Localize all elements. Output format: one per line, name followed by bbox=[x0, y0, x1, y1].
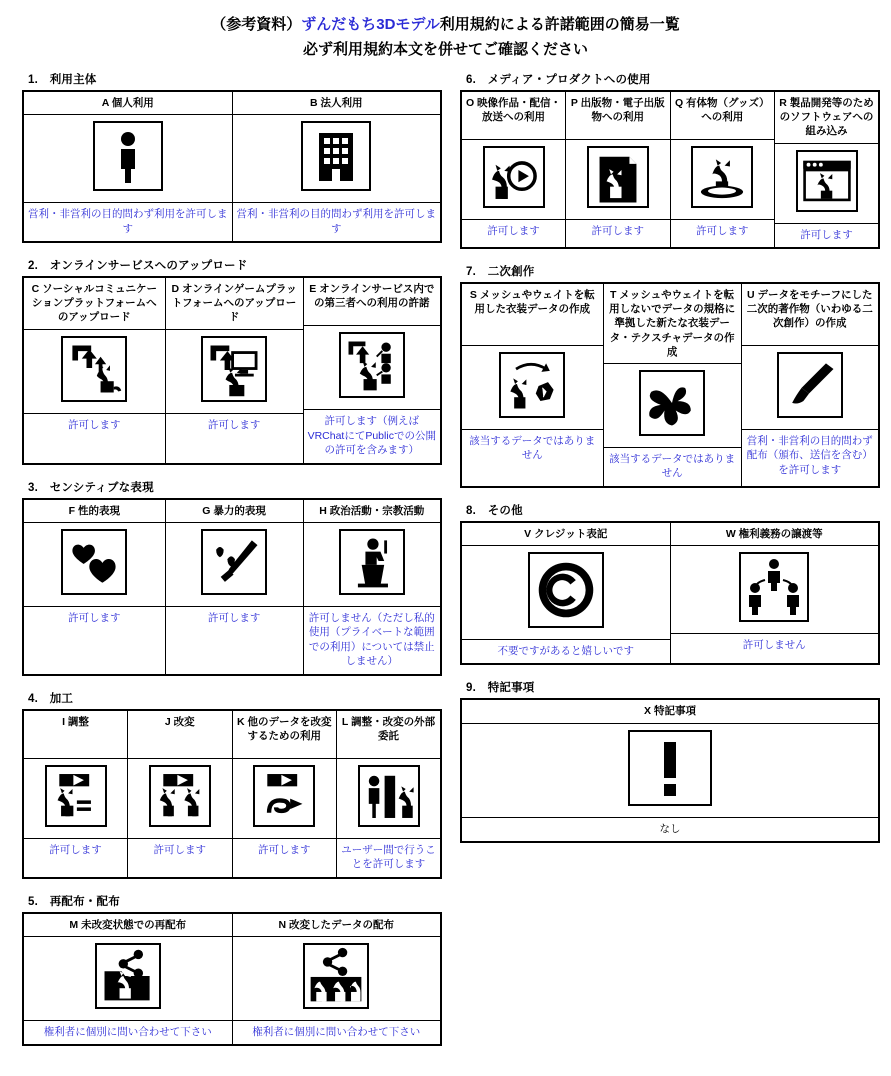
section-3 bbox=[22, 479, 442, 676]
cell-s-icon-wrap bbox=[462, 346, 603, 430]
cell-r-head: R 製品開発等のためのソフトウェアへの組み込み bbox=[775, 92, 878, 144]
cell-v bbox=[461, 522, 670, 665]
header-line-1 bbox=[20, 14, 871, 37]
section-4-title: 4. 加工 bbox=[28, 692, 74, 705]
cell-u-head: U データをモチーフにした二次的著作物（いわゆる二次創作）の作成 bbox=[742, 284, 878, 346]
cell-t-head: T メッシュやウェイトを転用しないでデータの規格に準拠した新たな衣装データ・テクスチャデータの作成 bbox=[604, 284, 741, 364]
cell-k-note: 許可します bbox=[258, 843, 311, 856]
cell-q bbox=[670, 91, 775, 248]
section-6-table bbox=[460, 90, 880, 249]
cell-m-icon-wrap bbox=[24, 937, 232, 1021]
knife-icon bbox=[201, 529, 267, 595]
outsource-cat-icon bbox=[358, 765, 420, 827]
header-model-name: ずんだもち3Dモデル bbox=[301, 16, 440, 33]
table-row bbox=[23, 710, 441, 878]
cell-j-head: J 改変 bbox=[128, 711, 232, 759]
building-icon bbox=[301, 121, 371, 191]
cell-f-head: F 性的表現 bbox=[24, 500, 165, 523]
cell-n-head: N 改変したデータの配布 bbox=[233, 914, 441, 937]
cell-p bbox=[566, 91, 671, 248]
cell-u-note: 営利・非営利の目的問わず配布（頒布、送信を含む）を許可します bbox=[746, 435, 873, 476]
cell-r-note: 許可します bbox=[800, 228, 853, 241]
cell-h bbox=[303, 499, 441, 675]
section-7-title: 7. 二次創作 bbox=[466, 266, 535, 278]
copyright-icon bbox=[528, 552, 604, 628]
section-1-table bbox=[22, 90, 442, 243]
cell-h-icon-wrap bbox=[304, 523, 440, 607]
cell-t-note: 該当するデータではありません bbox=[609, 452, 736, 480]
cell-h-head: H 政治活動・宗教活動 bbox=[304, 500, 440, 523]
cell-a-head: A 個人利用 bbox=[24, 92, 232, 115]
section-9-table bbox=[460, 698, 880, 843]
cell-g bbox=[165, 499, 303, 675]
page-header bbox=[0, 0, 891, 67]
cell-e-head: E オンラインサービス内での第三者への利用の許諾 bbox=[304, 278, 440, 326]
mesh-reuse-cat-icon bbox=[499, 352, 565, 418]
adjust-cat-icon bbox=[45, 765, 107, 827]
other-data-modify-icon bbox=[253, 765, 315, 827]
cell-k bbox=[232, 710, 337, 878]
cell-n-note: 権利者に個別に問い合わせて下さい bbox=[252, 1025, 421, 1038]
cell-a bbox=[23, 91, 232, 242]
section-6-title: 6. メディア・プロダクトへの使用 bbox=[466, 74, 651, 86]
section-1 bbox=[22, 71, 442, 243]
table-row bbox=[461, 522, 879, 665]
cell-r-icon-wrap bbox=[775, 144, 878, 224]
section-6 bbox=[460, 71, 880, 249]
cell-s bbox=[461, 283, 603, 487]
cell-k-head: K 他のデータを改変するための利用 bbox=[233, 711, 337, 759]
cell-e bbox=[303, 277, 441, 463]
paintbrush-icon bbox=[777, 352, 843, 418]
exclamation-icon bbox=[628, 730, 712, 806]
cell-m bbox=[23, 913, 232, 1046]
cell-i-head: I 調整 bbox=[24, 711, 127, 759]
section-5-title: 5. 再配布・配布 bbox=[28, 895, 120, 908]
table-row bbox=[461, 283, 879, 487]
cell-o-note: 許可します bbox=[487, 225, 540, 237]
header-prefix: （参考資料） bbox=[211, 16, 302, 33]
cell-w-icon-wrap bbox=[671, 546, 879, 634]
cell-q-note: 許可します bbox=[696, 225, 749, 237]
section-2 bbox=[22, 257, 442, 464]
cell-b-icon-wrap bbox=[233, 115, 441, 203]
section-5 bbox=[22, 893, 442, 1047]
right-column bbox=[460, 71, 880, 857]
cell-q-head: Q 有体物（グッズ）への利用 bbox=[671, 92, 775, 140]
cell-d-note: 許可します bbox=[207, 418, 261, 431]
redistribute-folder-cat-icon bbox=[95, 943, 161, 1009]
header-line-2: 必ず利用規約本文を併せてご確認ください bbox=[302, 40, 588, 58]
cell-l bbox=[337, 710, 442, 878]
cell-r bbox=[775, 91, 880, 248]
cell-p-icon-wrap bbox=[566, 140, 670, 220]
cell-q-icon-wrap bbox=[671, 140, 775, 220]
modify-cat-icon bbox=[149, 765, 211, 827]
table-row bbox=[23, 913, 441, 1046]
section-8 bbox=[460, 502, 880, 666]
video-play-cat-icon bbox=[483, 146, 545, 208]
goods-cat-icon bbox=[691, 146, 753, 208]
cell-e-icon-wrap bbox=[304, 326, 440, 410]
cell-o-icon-wrap bbox=[462, 140, 565, 220]
section-5-table bbox=[22, 912, 442, 1047]
content-columns bbox=[0, 67, 891, 1076]
cell-g-head: G 暴力的表現 bbox=[166, 500, 303, 523]
cell-c-head: C ソーシャルコミュニケーションプラットフォームへのアップロード bbox=[24, 278, 165, 330]
book-cat-icon bbox=[587, 146, 649, 208]
new-costume-texture-icon bbox=[639, 370, 705, 436]
cell-w-head: W 権利義務の譲渡等 bbox=[671, 523, 879, 546]
cell-w bbox=[670, 522, 879, 665]
cell-d-head: D オンラインゲームプラットフォームへのアップロード bbox=[166, 278, 303, 330]
cell-t-icon-wrap bbox=[604, 364, 741, 448]
person-icon bbox=[93, 121, 163, 191]
cell-x-head: X 特記事項 bbox=[462, 700, 878, 723]
section-2-table bbox=[22, 276, 442, 464]
cell-w-note: 許可しません bbox=[742, 639, 806, 651]
section-3-table bbox=[22, 498, 442, 676]
cell-d bbox=[165, 277, 303, 463]
section-7 bbox=[460, 263, 880, 488]
cell-f-icon-wrap bbox=[24, 523, 165, 607]
table-row bbox=[461, 699, 879, 842]
cell-a-icon-wrap bbox=[24, 115, 232, 203]
cell-o bbox=[461, 91, 566, 248]
cell-d-icon-wrap bbox=[166, 330, 303, 414]
left-column bbox=[22, 71, 442, 1060]
hearts-icon bbox=[61, 529, 127, 595]
cell-v-note: 不要ですがあると嬉しいです bbox=[497, 645, 634, 657]
cell-p-note: 許可します bbox=[591, 225, 644, 237]
cell-n bbox=[232, 913, 441, 1046]
table-row bbox=[23, 277, 441, 463]
transfer-people-icon bbox=[739, 552, 809, 622]
section-9-title: 9. 特記事項 bbox=[466, 682, 535, 695]
cell-v-head: V クレジット表記 bbox=[462, 523, 670, 546]
cell-s-note: 該当するデータではありません bbox=[469, 435, 596, 462]
header-suffix: 利用規約による許諾範囲の簡易一覧 bbox=[439, 16, 680, 33]
cell-j-note: 許可します bbox=[153, 843, 206, 856]
cell-i-icon-wrap bbox=[24, 759, 127, 839]
cell-b bbox=[232, 91, 441, 242]
section-8-title: 8. その他 bbox=[466, 504, 523, 517]
cell-j-icon-wrap bbox=[128, 759, 232, 839]
cell-i bbox=[23, 710, 128, 878]
table-row bbox=[23, 499, 441, 675]
cell-f-note: 許可します bbox=[68, 611, 121, 624]
cell-g-icon-wrap bbox=[166, 523, 303, 607]
cell-b-note: 営利・非営利の目的問わず利用を許可します bbox=[236, 208, 436, 235]
cell-n-icon-wrap bbox=[233, 937, 441, 1021]
cell-v-icon-wrap bbox=[462, 546, 670, 640]
section-9 bbox=[460, 679, 880, 843]
cell-m-head: M 未改変状態での再配布 bbox=[24, 914, 232, 937]
cell-o-head: O 映像作品・配信・放送への利用 bbox=[462, 92, 565, 140]
cell-p-head: P 出版物・電子出版物への利用 bbox=[566, 92, 670, 140]
section-4-table bbox=[22, 709, 442, 879]
cell-l-note: ユーザー間で行うことを許可します bbox=[341, 843, 436, 871]
cell-u-icon-wrap bbox=[742, 346, 878, 430]
cell-c bbox=[23, 277, 165, 463]
section-7-table bbox=[460, 282, 880, 488]
section-2-title: 2. オンラインサービスへのアップロード bbox=[28, 260, 248, 273]
table-row bbox=[461, 91, 879, 248]
distribute-modified-cat-icon bbox=[303, 943, 369, 1009]
section-8-table bbox=[460, 521, 880, 666]
section-4 bbox=[22, 690, 442, 879]
cell-l-head: L 調整・改変の外部委託 bbox=[337, 711, 440, 759]
cell-m-note: 権利者に個別に問い合わせて下さい bbox=[43, 1025, 212, 1038]
cell-a-note: 営利・非営利の目的問わず利用を許可します bbox=[28, 208, 228, 235]
cell-t bbox=[603, 283, 741, 487]
cell-u bbox=[741, 283, 879, 487]
cell-h-note: 許可しません（ただし私的使用（プライベートな範囲での利用）については禁止しません） bbox=[308, 611, 435, 668]
cell-c-icon-wrap bbox=[24, 330, 165, 414]
cell-i-note: 許可します bbox=[49, 843, 102, 856]
cell-k-icon-wrap bbox=[233, 759, 337, 839]
section-1-title: 1. 利用主体 bbox=[28, 74, 97, 86]
cell-x bbox=[461, 699, 879, 842]
cell-b-head: B 法人利用 bbox=[233, 92, 441, 115]
cell-c-note: 許可します bbox=[68, 418, 121, 431]
software-window-cat-icon bbox=[796, 150, 858, 212]
podium-speaker-icon bbox=[339, 529, 405, 595]
share-people-cat-icon bbox=[339, 332, 405, 398]
cell-l-icon-wrap bbox=[337, 759, 440, 839]
table-row bbox=[23, 91, 441, 242]
cell-s-head: S メッシュやウェイトを転用した衣装データの作成 bbox=[462, 284, 603, 346]
cell-j bbox=[128, 710, 233, 878]
upload-monitor-cat-icon bbox=[201, 336, 267, 402]
cell-x-note: なし bbox=[659, 822, 681, 835]
upload-cat-icon bbox=[61, 336, 127, 402]
cell-x-icon-wrap bbox=[462, 724, 878, 818]
cell-g-note: 許可します bbox=[207, 611, 261, 624]
cell-e-note: 許可します（例えばVRChatにてPublicでの公開の許可を含みます） bbox=[307, 415, 436, 457]
cell-f bbox=[23, 499, 165, 675]
section-3-title: 3. センシティブな表現 bbox=[28, 481, 154, 494]
